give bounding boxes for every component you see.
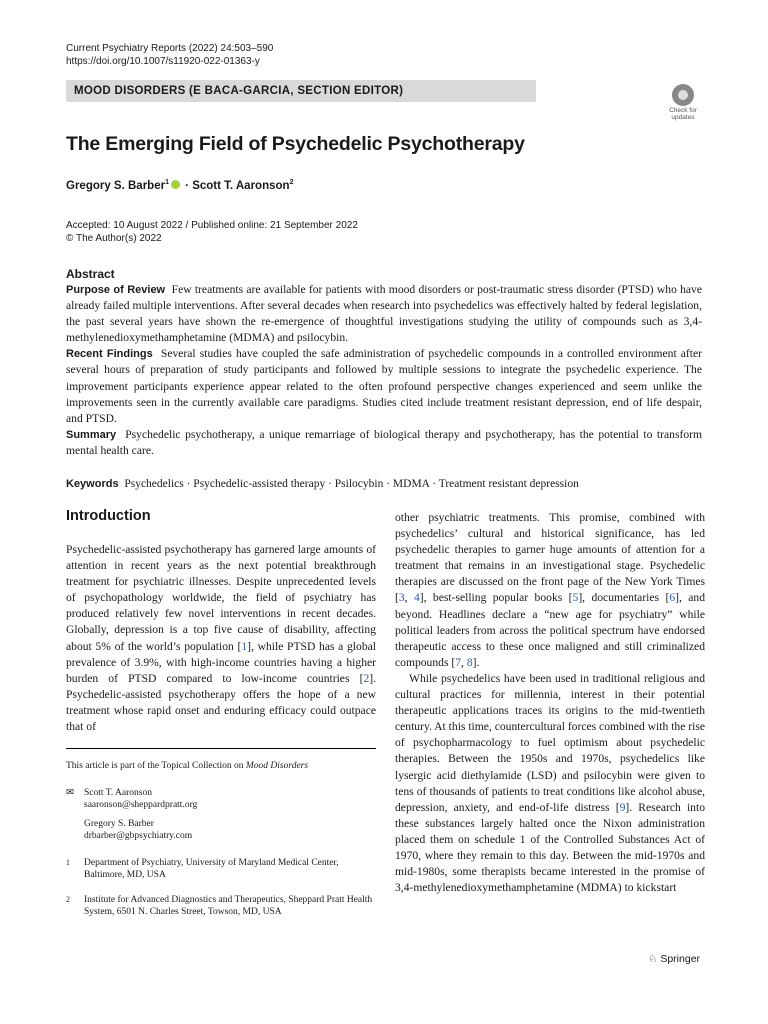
summary-label: Summary — [66, 428, 117, 441]
publication-dates — [66, 219, 358, 245]
author-list — [66, 179, 293, 192]
orcid-icon[interactable] — [171, 180, 180, 189]
footnote-divider — [66, 748, 376, 749]
co-author-contact: Gregory S. Barber drbarber@gbpsychiatry.com — [66, 818, 376, 843]
abstract-findings — [66, 346, 702, 426]
journal-citation — [66, 42, 273, 68]
abstract-purpose — [66, 282, 702, 346]
corresponding-author: ✉ Scott T. Aaronson saaronson@sheppardpratt.org — [66, 787, 376, 812]
keywords-label: Keywords — [66, 478, 119, 490]
publisher-name: Springer — [660, 953, 701, 965]
copyright: © The Author(s) 2022 — [66, 233, 162, 244]
findings-label: Recent Findings — [66, 348, 153, 361]
check-updates-icon — [672, 84, 694, 106]
intro-paragraph-1: Psychedelic-assisted psychotherapy has garnered large amounts of attention in recent years as the next potential breakthrough treatment for psychiatric illnesses. Despite unprecedented levels of psychopathology worldwide, the field of psychiatry has produced relatively few novel interventions in recent decades. Globally, depression is a top five cause of disability, affecting about 5% of the world’s population [1], while PTSD has a global prevalence of 3.9%, with high-income countries having a higher burden of PTSD compared to low-income countries [2]. Psychedelic-assisted psychotherapy offers the hope of a new treatment whose rapid onset and enduring efficacy could outpace that of — [66, 543, 376, 734]
citation-link[interactable]: 1 — [241, 639, 248, 653]
affiliation-2: 2 Institute for Advanced Diagnostics and Therapeutics, Sheppard Pratt Health System, 6501 N. Charles Street, Towson, MD, USA — [66, 894, 373, 917]
doi-link[interactable]: https://doi.org/10.1007/s11920-022-01363-y — [66, 56, 260, 67]
keywords — [66, 478, 706, 490]
check-for-updates-badge[interactable] — [664, 84, 702, 124]
findings-text: Several studies have coupled the safe administration of psychedelic compounds in a controlled environment after several hours of preparation of study participants and followed by multiple sessions to integrate the psychedelic experience. The improvement participants experience appear related to the often profound perspective changes experienced and seem unlike the improvements seen in the currently available care paradigms. Studies cited include treatment resistant depression, end of life despair, and PTSD. — [66, 347, 703, 425]
citation-link[interactable]: 2 — [363, 671, 370, 685]
badge-line2: updates — [671, 114, 695, 121]
section-banner: MOOD DISORDERS (E BACA-GARCIA, SECTION EDITOR) — [66, 80, 536, 102]
purpose-text: Few treatments are available for patients with mood disorders or post-traumatic stress disorder (PTSD) who have already failed multiple interventions. After several decades when research into psychedelics was effectively halted by federal legislation, the past several years have shown the re-emergence of thoughtful investigations studying the utility of compounds such as 3,4-methylenedioxymethamphetamine (MDMA) and psilocybin. — [66, 283, 702, 345]
summary-text: Psychedelic psychotherapy, a unique remarriage of biological therapy and psychotherapy, has the potential to transform mental health care. — [66, 427, 703, 457]
intro-paragraph-3: While psychedelics have been used in traditional religious and cultural practices for millennia, interest in their potential therapeutic applications traces its origins to the mid-twentieth century. At this time, countercultural forces combined with the rise of psychopharmacology to fuel optimism about psychedelic therapies. Between the 1950s and 1970s, psychedelics like lysergic acid diethylamide (LSD) and psilocybin were given to tens of thousands of patients to treat conditions like alcohol abuse, depression, anxiety, and end-of-life distress [9]. Research into these substances largely halted once the Nixon administration placed them on schedule 1 of the Controlled Substances Act of 1970, where they remain to this day. Between the mid-1970s and mid-1980s, some therapists became interested in the promise of 3,4-methylenedioxymethamphetamine (MDMA) to kickstart — [395, 671, 706, 895]
citation-link[interactable]: 4 — [413, 591, 420, 605]
publisher-logo[interactable] — [648, 953, 700, 965]
right-column — [395, 510, 705, 896]
introduction-heading: Introduction — [66, 508, 151, 524]
springer-horse-icon: ♘ — [648, 953, 658, 965]
abstract-summary — [66, 427, 702, 459]
collection-name: Mood Disorders — [245, 761, 309, 771]
journal-issue: Current Psychiatry Reports (2022) 24:503–590 — [66, 43, 274, 54]
left-column — [66, 542, 376, 735]
keywords-text: Psychedelics · Psychedelic-assisted therapy · Psilocybin · MDMA · Treatment resistant depression — [124, 478, 579, 490]
citation-link[interactable]: 7 — [455, 655, 462, 669]
citation-link[interactable]: 5 — [572, 591, 579, 605]
topical-collection-note: This article is part of the Topical Collection on Mood Disorders — [66, 761, 309, 771]
abstract-heading: Abstract — [66, 267, 115, 281]
author-2[interactable]: Scott T. Aaronson — [192, 179, 290, 192]
footnotes — [66, 760, 376, 925]
citation-link[interactable]: 6 — [669, 591, 676, 605]
author-1-affiliation: 1 — [165, 179, 169, 186]
article-title: The Emerging Field of Psychedelic Psychotherapy — [66, 133, 525, 155]
citation-link[interactable]: 8 — [466, 655, 473, 669]
email-link[interactable]: drbarber@gbpsychiatry.com — [84, 831, 193, 841]
author-separator: · — [181, 179, 193, 192]
author-2-affiliation: 2 — [289, 179, 294, 186]
citation-link[interactable]: 9 — [619, 800, 626, 814]
purpose-label: Purpose of Review — [66, 284, 166, 296]
accepted-published-date: Accepted: 10 August 2022 / Published online: 21 September 2022 — [66, 220, 358, 231]
badge-line1: Check for — [669, 107, 697, 114]
citation-link[interactable]: 3 — [398, 591, 405, 605]
abstract-body — [66, 282, 702, 459]
intro-paragraph-2: other psychiatric treatments. This promise, combined with psychedelics’ cultural and historical significance, has led psychedelic therapies to garner huge amounts of attention for a treatment that remains in an investigational stage. Psychedelic therapies are discussed on the front page of the New York Times [3, 4], best-selling popular books [5], documentaries [6], and beyond. Headlines declare a “new age for psychiatry” while political leaders from across the political spectrum have endorsed therapeutic access to these once maligned and still criminalized compounds [7, 8]. — [395, 511, 706, 669]
affiliation-1: 1 Department of Psychiatry, University of Maryland Medical Center, Baltimore, MD, USA — [66, 857, 339, 880]
envelope-icon: ✉ — [66, 787, 74, 798]
email-link[interactable]: saaronson@sheppardpratt.org — [84, 800, 198, 810]
author-1[interactable]: Gregory S. Barber — [66, 179, 166, 192]
